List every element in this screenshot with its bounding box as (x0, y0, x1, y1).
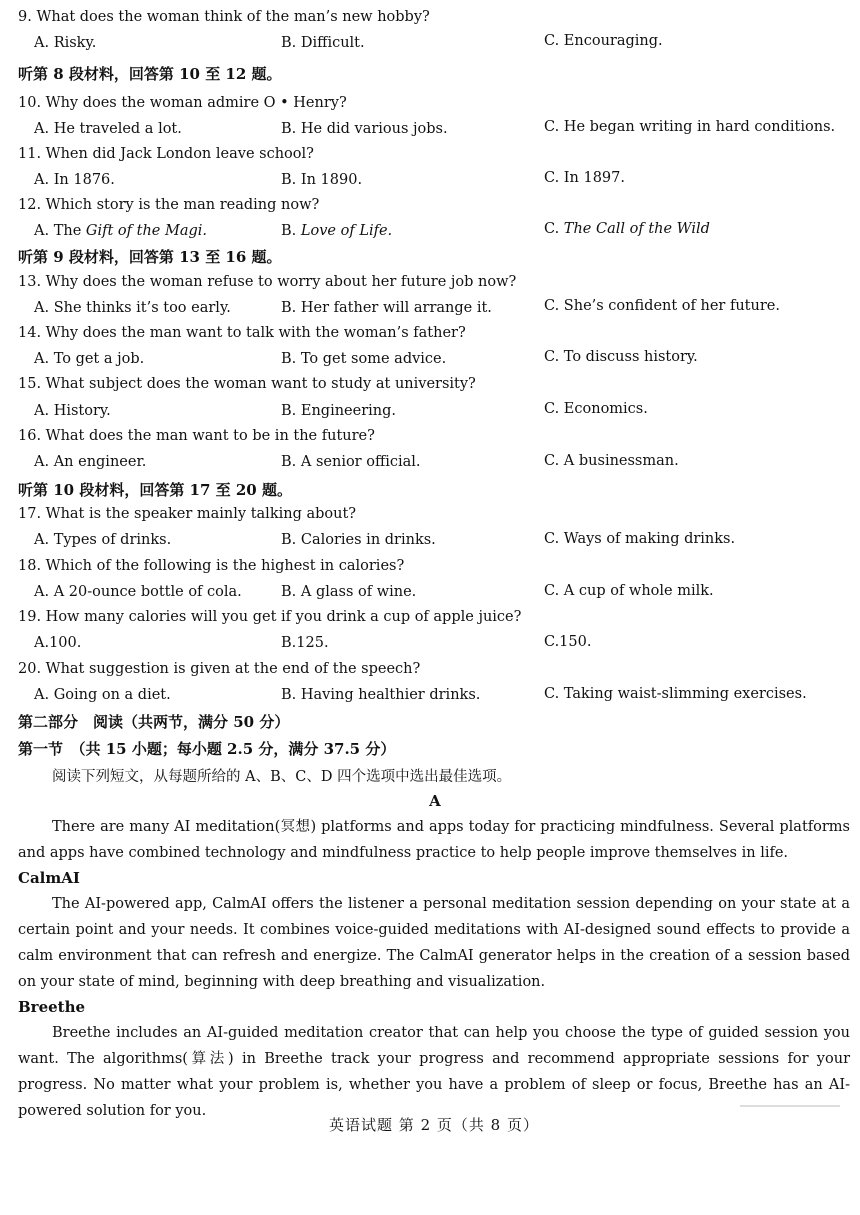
q17-option-c: C. Ways of making drinks. (544, 531, 736, 547)
q20-option-c: C. Taking waist-slimming exercises. (544, 686, 807, 702)
q19-option-a: A.100. (34, 635, 82, 651)
material-10-heading: 听第 10 段材料，回答第 17 至 20 题。 (18, 481, 292, 499)
q17-option-a: A. Types of drinks. (34, 532, 172, 548)
q11-option-c: C. In 1897. (544, 170, 625, 186)
calmai-heading: CalmAI (18, 869, 80, 887)
passage-letter: A (429, 792, 441, 810)
question-16: 16. What does the man want to be in the future? (18, 428, 375, 444)
section-1-heading: 第一节 （共 15 小题；每小题 2.5 分，满分 37.5 分） (18, 740, 396, 758)
question-19: 19. How many calories will you get if you drink a cup of apple juice? (18, 609, 522, 625)
q12-option-b: B. Love of Life. (281, 223, 393, 239)
question-11: 11. When did Jack London leave school? (18, 146, 314, 162)
reading-instruction: 阅读下列短文，从每题所给的 A、B、C、D 四个选项中选出最佳选项。 (52, 769, 512, 785)
q12-option-c: C. The Call of the Wild (544, 221, 710, 237)
question-10: 10. Why does the woman admire O • Henry? (18, 95, 347, 111)
q13-option-a: A. She thinks it’s too early. (34, 300, 231, 316)
q9-option-c: C. Encouraging. (544, 33, 663, 49)
q10-option-b: B. He did various jobs. (281, 121, 448, 137)
scan-smudge (740, 1105, 840, 1107)
q15-option-a: A. History. (34, 403, 111, 419)
question-17: 17. What is the speaker mainly talking about? (18, 506, 357, 522)
q18-option-b: B. A glass of wine. (281, 584, 417, 600)
question-12: 12. Which story is the man reading now? (18, 197, 320, 213)
q14-option-b: B. To get some advice. (281, 351, 447, 367)
question-20: 20. What suggestion is given at the end of the speech? (18, 661, 421, 677)
q15-option-c: C. Economics. (544, 401, 648, 417)
breethe-paragraph: Breethe includes an AI-guided meditation creator that can help you choose the type of guided session you want. The algorithms(算法) in Breethe track your progress and recommend appropriate sessions for your progress. No matter what your problem is, whether you have a problem of sleep or focus, Breethe has an AI-powered solution for you. (18, 1025, 850, 1119)
q10-option-c: C. He began writing in hard conditions. (544, 119, 836, 135)
material-9-heading: 听第 9 段材料，回答第 13 至 16 题。 (18, 248, 282, 266)
q13-option-c: C. She’s confident of her future. (544, 298, 780, 314)
part-2-heading: 第二部分 阅读（共两节，满分 50 分） (18, 713, 290, 731)
question-13: 13. Why does the woman refuse to worry about her future job now? (18, 274, 517, 290)
q12-option-a: A. The Gift of the Magi. (34, 223, 207, 239)
q9-option-a: A. Risky. (34, 35, 97, 51)
q16-option-b: B. A senior official. (281, 454, 421, 470)
q13-option-b: B. Her father will arrange it. (281, 300, 492, 316)
calmai-paragraph: The AI-powered app, CalmAI offers the listener a personal meditation session depending on your state at a certain point and your needs. It combines voice-guided meditations with AI-designed sound effects to provide a calm environment that can refresh and energize. The CalmAI generator helps in the creation of a session based on your state of mind, beginning with deep breathing and visualization. (18, 896, 850, 990)
q11-option-a: A. In 1876. (34, 172, 115, 188)
q16-option-c: C. A businessman. (544, 453, 679, 469)
q20-option-b: B. Having healthier drinks. (281, 687, 481, 703)
material-8-heading: 听第 8 段材料，回答第 10 至 12 题。 (18, 65, 282, 83)
q9-option-b: B. Difficult. (281, 35, 365, 51)
q10-option-a: A. He traveled a lot. (34, 121, 182, 137)
q17-option-b: B. Calories in drinks. (281, 532, 436, 548)
q20-option-a: A. Going on a diet. (34, 687, 171, 703)
page-footer: 英语试题 第 2 页（共 8 页） (329, 1116, 539, 1134)
q15-option-b: B. Engineering. (281, 403, 397, 419)
q14-option-c: C. To discuss history. (544, 349, 698, 365)
passage-intro: There are many AI meditation(冥想) platforms and apps today for practicing mindfulness. Several platforms and apps have combined technology and mindfulness practice to help people improve themselves in life. (18, 819, 850, 861)
q19-option-b: B.125. (281, 635, 329, 651)
question-9: 9. What does the woman think of the man’s new hobby? (18, 9, 430, 25)
question-14: 14. Why does the man want to talk with the woman’s father? (18, 325, 466, 341)
q11-option-b: B. In 1890. (281, 172, 363, 188)
question-18: 18. Which of the following is the highest in calories? (18, 558, 405, 574)
breethe-heading: Breethe (18, 998, 86, 1016)
q19-option-c: C.150. (544, 634, 592, 650)
q16-option-a: A. An engineer. (34, 454, 147, 470)
q18-option-a: A. A 20-ounce bottle of cola. (34, 584, 242, 600)
question-15: 15. What subject does the woman want to study at university? (18, 376, 476, 392)
q18-option-c: C. A cup of whole milk. (544, 583, 714, 599)
q14-option-a: A. To get a job. (34, 351, 145, 367)
